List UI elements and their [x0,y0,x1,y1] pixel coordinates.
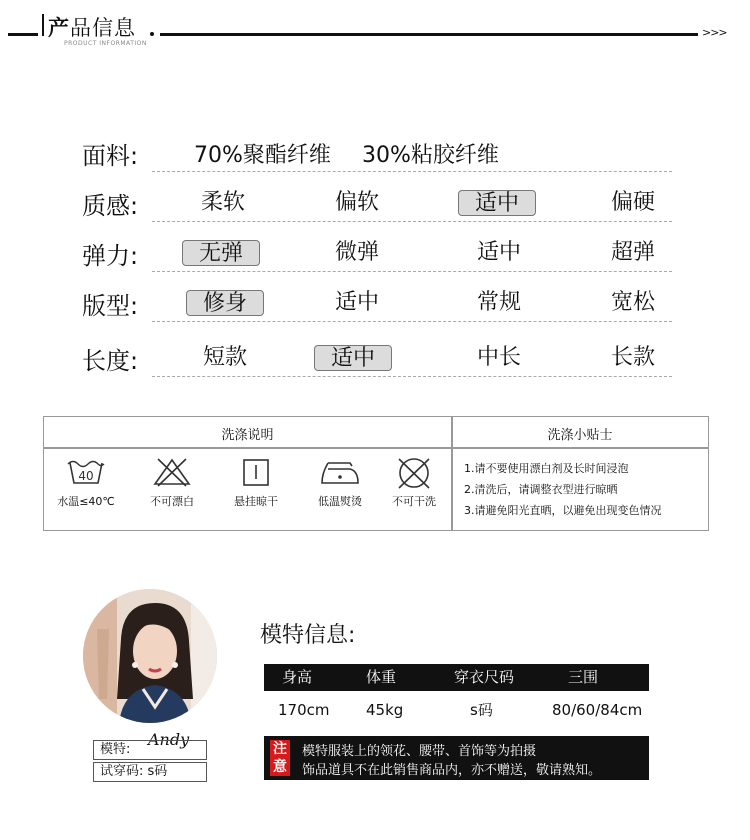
attr-label: 质感: [82,192,139,220]
option: 宽松 [610,290,655,315]
section-subtitle: PRODUCT INFORMATION [64,40,147,47]
dashed-line [152,321,672,322]
wash-symbol [216,457,296,509]
option: 常规 [476,290,521,315]
section-header [0,0,750,60]
option-selected: 无弹 [182,240,260,266]
header-weight: 体重 [366,668,397,686]
title-rest: 品信息 [70,16,136,40]
symbol-label: 不可干洗 [392,495,436,508]
symbol-label: 水温≤40℃ [57,495,115,508]
notice-line-2: 饰品道具不在此销售商品内，亦不赠送，敬请熟知。 [302,763,602,778]
option: 柔软 [200,190,245,215]
title-first-char: 产 [48,16,70,40]
notice-tag: 注意 [270,740,290,776]
hang-dry-icon [236,457,276,487]
option: 微弹 [334,240,379,265]
attr-label: 长度: [82,347,139,375]
model-avatar [83,589,217,723]
section-title [48,12,136,42]
attr-row-elasticity [82,236,672,276]
symbol-label: 不可漂白 [150,495,194,508]
value-size: s码 [470,701,493,719]
fabric-value-2: 30%粘胶纤维 [362,143,499,168]
option-selected: 适中 [458,190,536,216]
wash-symbol [46,457,126,509]
dashed-line [152,271,672,272]
notice-line-1: 模特服装上的领花、腰带、首饰等为拍摄 [302,744,537,759]
header-height: 身高 [282,668,313,686]
option: 适中 [334,290,379,315]
header-divider [42,14,44,36]
option-selected: 适中 [314,345,392,371]
tip-item: 1.请不要使用漂白剂及长时间浸泡 [464,462,629,475]
tip-item: 3.请避免阳光直晒，以避免出现变色情况 [464,504,662,517]
wash-symbol [132,457,212,509]
value-weight: 45kg [366,701,404,719]
symbol-label: 悬挂晾干 [234,495,278,508]
option: 中长 [476,345,521,370]
washing-tips [464,458,662,521]
value-height: 170cm [278,701,330,719]
attr-label: 面料: [82,142,139,170]
dashed-line [152,171,672,172]
wash-symbol [300,457,380,509]
header-dot [150,32,154,36]
wash-40-icon [66,457,106,487]
attr-row-fit [82,286,672,326]
fabric-value-1: 70%聚酯纤维 [194,143,331,168]
no-dry-clean-icon [394,457,434,491]
svg-text:40: 40 [78,469,94,483]
symbol-label: 低温熨烫 [318,495,362,508]
notice-banner [264,736,649,780]
header-arrows: >>> [702,26,727,39]
washing-title: 洗涤说明 [221,428,274,443]
model-table-values [264,697,649,724]
option-selected: 修身 [186,290,264,316]
model-table-header [264,664,649,691]
option: 偏硬 [610,190,655,215]
option: 适中 [476,240,521,265]
header-measurements: 三围 [568,668,599,686]
value-measurements: 80/60/84cm [552,701,643,719]
attr-row-texture [82,186,672,226]
option: 长款 [610,345,655,370]
attr-row-fabric [82,136,672,176]
model-name-box: 模特: [93,740,207,760]
no-bleach-icon [152,457,192,487]
dashed-line [152,221,672,222]
attr-label: 版型: [82,292,139,320]
header-size: 穿衣尺码 [454,668,515,686]
model-portrait-image [83,589,217,723]
low-iron-icon [318,457,362,487]
attr-row-length [82,341,672,381]
attr-label: 弹力: [82,242,139,270]
model-signature: Andy [148,730,190,749]
option: 偏软 [334,190,379,215]
model-info-title: 模特信息: [260,623,356,648]
dashed-line [152,376,672,377]
header-left-line [8,33,38,36]
tip-item: 2.清洗后，请调整衣型进行晾晒 [464,483,618,496]
option: 超弹 [610,240,655,265]
option: 短款 [202,345,247,370]
washing-box [43,416,709,531]
header-right-line [160,33,698,36]
washing-divider-horizontal [44,447,708,449]
wash-symbol [374,457,454,509]
tips-title: 洗涤小贴士 [547,428,613,443]
model-size-box: 试穿码: s码 [93,762,207,782]
